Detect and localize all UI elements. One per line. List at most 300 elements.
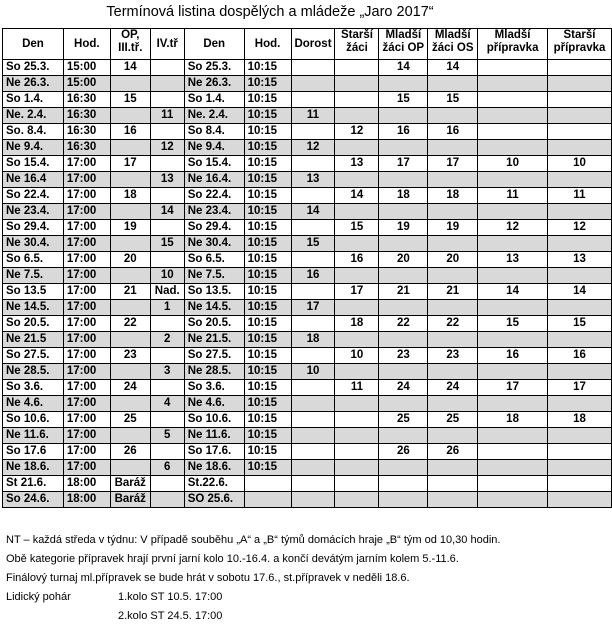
cell-op-iii: 15 bbox=[110, 92, 150, 108]
cell-den: Ne 7.5. bbox=[3, 268, 64, 284]
table-row bbox=[3, 396, 612, 412]
cell-mladsi-zaci-op bbox=[379, 492, 428, 508]
cell-mladsi-pripravka bbox=[478, 204, 548, 220]
table-row bbox=[3, 316, 612, 332]
cell-mladsi-zaci-os bbox=[428, 428, 478, 444]
table-row bbox=[3, 252, 612, 268]
page-title: Termínová listina dospělých a mládeže „Jaro 2017“ bbox=[106, 4, 434, 20]
cell-hod: 16:30 bbox=[63, 108, 110, 124]
cell-den: So 24.6. bbox=[3, 492, 64, 508]
cell-hod: 17:00 bbox=[63, 348, 110, 364]
cell-starsi-pripravka bbox=[548, 92, 612, 108]
cell-starsi-pripravka bbox=[548, 236, 612, 252]
cell-den-2: So 25.3. bbox=[184, 60, 244, 76]
cell-mladsi-zaci-op bbox=[379, 364, 428, 380]
cell-mladsi-pripravka bbox=[478, 76, 548, 92]
cell-mladsi-zaci-os: 15 bbox=[428, 92, 478, 108]
cell-mladsi-zaci-op bbox=[379, 76, 428, 92]
cell-mladsi-zaci-op: 14 bbox=[379, 60, 428, 76]
cell-hod: 17:00 bbox=[63, 220, 110, 236]
cell-iv bbox=[150, 252, 184, 268]
cell-mladsi-zaci-op: 21 bbox=[379, 284, 428, 300]
cell-starsi-pripravka bbox=[548, 140, 612, 156]
cell-op-iii bbox=[110, 172, 150, 188]
cell-starsi-zaci bbox=[335, 460, 379, 476]
cell-dorost: 15 bbox=[291, 236, 335, 252]
cell-hod: 16:30 bbox=[63, 92, 110, 108]
cell-starsi-pripravka: 11 bbox=[548, 188, 612, 204]
note-line: Finálový turnaj ml.přípravek se bude hrát v sobotu 17.6., st.přípravek v neděli 18.6. bbox=[6, 572, 410, 584]
cell-hod-2: 10:15 bbox=[244, 380, 291, 396]
cell-starsi-zaci bbox=[335, 108, 379, 124]
cell-op-iii bbox=[110, 460, 150, 476]
cell-hod: 17:00 bbox=[63, 300, 110, 316]
cell-dorost bbox=[291, 156, 335, 172]
cell-starsi-zaci: 14 bbox=[335, 188, 379, 204]
lidicky-round: 1.kolo ST 10.5. 17:00 bbox=[118, 591, 223, 603]
cell-dorost bbox=[291, 60, 335, 76]
cell-mladsi-zaci-op bbox=[379, 396, 428, 412]
cell-den: Ne 14.5. bbox=[3, 300, 64, 316]
table-row bbox=[3, 204, 612, 220]
table-row bbox=[3, 284, 612, 300]
table-row bbox=[3, 492, 612, 508]
cell-den: So. 8.4. bbox=[3, 124, 64, 140]
cell-mladsi-pripravka bbox=[478, 108, 548, 124]
cell-starsi-zaci bbox=[335, 140, 379, 156]
cell-mladsi-zaci-os bbox=[428, 204, 478, 220]
cell-op-iii: 22 bbox=[110, 316, 150, 332]
cell-mladsi-zaci-os: 17 bbox=[428, 156, 478, 172]
table-row bbox=[3, 236, 612, 252]
cell-starsi-zaci bbox=[335, 92, 379, 108]
cell-den-2: So 15.4. bbox=[184, 156, 244, 172]
cell-starsi-pripravka: 15 bbox=[548, 316, 612, 332]
cell-den-2: Ne 28.5. bbox=[184, 364, 244, 380]
cell-den-2: So 29.4. bbox=[184, 220, 244, 236]
cell-mladsi-zaci-op: 20 bbox=[379, 252, 428, 268]
cell-mladsi-pripravka: 12 bbox=[478, 220, 548, 236]
cell-starsi-zaci: 11 bbox=[335, 380, 379, 396]
cell-hod: 16:30 bbox=[63, 140, 110, 156]
cell-iv: 6 bbox=[150, 460, 184, 476]
cell-mladsi-zaci-os bbox=[428, 396, 478, 412]
cell-den-2: Ne. 2.4. bbox=[184, 108, 244, 124]
cell-hod: 17:00 bbox=[63, 284, 110, 300]
cell-mladsi-zaci-op bbox=[379, 236, 428, 252]
cell-hod-2: 10:15 bbox=[244, 300, 291, 316]
cell-den-2: Ne 7.5. bbox=[184, 268, 244, 284]
cell-mladsi-pripravka: 17 bbox=[478, 380, 548, 396]
cell-starsi-pripravka bbox=[548, 268, 612, 284]
cell-hod-2: 10:15 bbox=[244, 252, 291, 268]
cell-dorost bbox=[291, 428, 335, 444]
cell-mladsi-zaci-op bbox=[379, 204, 428, 220]
cell-starsi-zaci bbox=[335, 76, 379, 92]
cell-iv bbox=[150, 124, 184, 140]
cell-den: So 6.5. bbox=[3, 252, 64, 268]
col-header-op-iii: OP, III.tř. bbox=[110, 29, 150, 60]
table-row bbox=[3, 124, 612, 140]
cell-starsi-pripravka bbox=[548, 172, 612, 188]
cell-mladsi-pripravka bbox=[478, 124, 548, 140]
cell-starsi-zaci bbox=[335, 444, 379, 460]
cell-op-iii: 23 bbox=[110, 348, 150, 364]
cell-mladsi-zaci-os bbox=[428, 140, 478, 156]
cell-hod-2: 10:15 bbox=[244, 76, 291, 92]
cell-mladsi-zaci-os: 24 bbox=[428, 380, 478, 396]
cell-den: So 15.4. bbox=[3, 156, 64, 172]
cell-iv bbox=[150, 444, 184, 460]
cell-hod: 17:00 bbox=[63, 364, 110, 380]
cell-starsi-zaci bbox=[335, 396, 379, 412]
cell-iv: 15 bbox=[150, 236, 184, 252]
cell-mladsi-pripravka bbox=[478, 492, 548, 508]
cell-dorost bbox=[291, 92, 335, 108]
cell-mladsi-zaci-os: 14 bbox=[428, 60, 478, 76]
lidicky-label: Lidický pohár bbox=[6, 591, 71, 603]
cell-dorost: 14 bbox=[291, 204, 335, 220]
cell-iv: 5 bbox=[150, 428, 184, 444]
cell-den: Ne 16.4 bbox=[3, 172, 64, 188]
cell-hod: 17:00 bbox=[63, 380, 110, 396]
cell-op-iii: 24 bbox=[110, 380, 150, 396]
cell-hod-2 bbox=[244, 492, 291, 508]
cell-dorost bbox=[291, 380, 335, 396]
cell-mladsi-pripravka: 14 bbox=[478, 284, 548, 300]
cell-dorost bbox=[291, 252, 335, 268]
cell-mladsi-zaci-os: 19 bbox=[428, 220, 478, 236]
table-row bbox=[3, 60, 612, 76]
cell-mladsi-zaci-op bbox=[379, 172, 428, 188]
cell-hod: 17:00 bbox=[63, 460, 110, 476]
cell-mladsi-zaci-op bbox=[379, 428, 428, 444]
cell-den: Ne 23.4. bbox=[3, 204, 64, 220]
cell-den: So 20.5. bbox=[3, 316, 64, 332]
cell-starsi-pripravka: 14 bbox=[548, 284, 612, 300]
cell-starsi-zaci bbox=[335, 268, 379, 284]
cell-mladsi-zaci-op bbox=[379, 268, 428, 284]
cell-starsi-zaci bbox=[335, 172, 379, 188]
table-row bbox=[3, 76, 612, 92]
cell-den: So 25.3. bbox=[3, 60, 64, 76]
cell-dorost bbox=[291, 396, 335, 412]
cell-starsi-zaci bbox=[335, 428, 379, 444]
cell-mladsi-zaci-os bbox=[428, 332, 478, 348]
cell-iv: 2 bbox=[150, 332, 184, 348]
cell-mladsi-zaci-os: 18 bbox=[428, 188, 478, 204]
cell-starsi-pripravka: 18 bbox=[548, 412, 612, 428]
cell-den: Ne 28.5. bbox=[3, 364, 64, 380]
cell-mladsi-zaci-op: 23 bbox=[379, 348, 428, 364]
cell-mladsi-zaci-os bbox=[428, 476, 478, 492]
cell-den-2: So 10.6. bbox=[184, 412, 244, 428]
table-row bbox=[3, 156, 612, 172]
cell-mladsi-pripravka: 18 bbox=[478, 412, 548, 428]
cell-hod: 16:30 bbox=[63, 124, 110, 140]
cell-den-2: Ne 11.6. bbox=[184, 428, 244, 444]
table-row bbox=[3, 92, 612, 108]
cell-starsi-zaci bbox=[335, 476, 379, 492]
cell-mladsi-zaci-os: 26 bbox=[428, 444, 478, 460]
cell-starsi-pripravka: 17 bbox=[548, 380, 612, 396]
cell-iv bbox=[150, 412, 184, 428]
cell-op-iii bbox=[110, 396, 150, 412]
cell-iv bbox=[150, 92, 184, 108]
cell-mladsi-zaci-os bbox=[428, 492, 478, 508]
cell-dorost bbox=[291, 220, 335, 236]
cell-den: So 29.4. bbox=[3, 220, 64, 236]
cell-dorost bbox=[291, 460, 335, 476]
cell-den-2: So 6.5. bbox=[184, 252, 244, 268]
cell-mladsi-zaci-op: 24 bbox=[379, 380, 428, 396]
header-row bbox=[3, 29, 612, 60]
cell-op-iii bbox=[110, 300, 150, 316]
cell-mladsi-zaci-op bbox=[379, 108, 428, 124]
cell-iv bbox=[150, 156, 184, 172]
lidicky-pohar-2 bbox=[6, 607, 500, 626]
cell-dorost bbox=[291, 124, 335, 140]
cell-dorost bbox=[291, 284, 335, 300]
cell-hod-2: 10:15 bbox=[244, 268, 291, 284]
cell-op-iii bbox=[110, 268, 150, 284]
cell-iv: Nad. bbox=[150, 284, 184, 300]
cell-starsi-zaci bbox=[335, 412, 379, 428]
cell-mladsi-zaci-os bbox=[428, 108, 478, 124]
cell-mladsi-pripravka bbox=[478, 60, 548, 76]
cell-mladsi-pripravka bbox=[478, 444, 548, 460]
cell-mladsi-zaci-os: 21 bbox=[428, 284, 478, 300]
cell-hod: 17:00 bbox=[63, 268, 110, 284]
cell-hod-2: 10:15 bbox=[244, 188, 291, 204]
col-header-starsi-zaci: Starší žáci bbox=[335, 29, 379, 60]
cell-mladsi-zaci-op: 19 bbox=[379, 220, 428, 236]
cell-hod: 18:00 bbox=[63, 476, 110, 492]
cell-mladsi-zaci-os bbox=[428, 300, 478, 316]
cell-op-iii: 16 bbox=[110, 124, 150, 140]
cell-hod: 17:00 bbox=[63, 332, 110, 348]
cell-den-2: So 13.5. bbox=[184, 284, 244, 300]
cell-iv bbox=[150, 60, 184, 76]
cell-mladsi-zaci-os: 25 bbox=[428, 412, 478, 428]
cell-dorost bbox=[291, 348, 335, 364]
cell-den-2: Ne 16.4. bbox=[184, 172, 244, 188]
cell-hod-2: 10:15 bbox=[244, 236, 291, 252]
cell-hod: 15:00 bbox=[63, 76, 110, 92]
cell-starsi-pripravka bbox=[548, 444, 612, 460]
cell-hod-2: 10:15 bbox=[244, 156, 291, 172]
cell-starsi-zaci bbox=[335, 60, 379, 76]
cell-mladsi-zaci-op: 22 bbox=[379, 316, 428, 332]
cell-op-iii bbox=[110, 140, 150, 156]
col-header-den-2: Den bbox=[184, 29, 244, 60]
cell-op-iii: 18 bbox=[110, 188, 150, 204]
cell-op-iii: Baráž bbox=[110, 476, 150, 492]
cell-dorost bbox=[291, 316, 335, 332]
cell-starsi-zaci bbox=[335, 300, 379, 316]
table-row bbox=[3, 380, 612, 396]
cell-hod: 17:00 bbox=[63, 444, 110, 460]
cell-den-2: Ne 30.4. bbox=[184, 236, 244, 252]
table-row bbox=[3, 476, 612, 492]
cell-dorost: 16 bbox=[291, 268, 335, 284]
cell-hod-2: 10:15 bbox=[244, 348, 291, 364]
cell-starsi-pripravka bbox=[548, 76, 612, 92]
cell-iv bbox=[150, 76, 184, 92]
cell-op-iii bbox=[110, 428, 150, 444]
cell-mladsi-pripravka bbox=[478, 460, 548, 476]
cell-hod-2: 10:15 bbox=[244, 460, 291, 476]
cell-dorost: 11 bbox=[291, 108, 335, 124]
cell-den-2: So 22.4. bbox=[184, 188, 244, 204]
cell-hod-2: 10:15 bbox=[244, 108, 291, 124]
table-row bbox=[3, 460, 612, 476]
cell-op-iii: 26 bbox=[110, 444, 150, 460]
cell-op-iii bbox=[110, 204, 150, 220]
cell-dorost: 12 bbox=[291, 140, 335, 156]
cell-dorost bbox=[291, 492, 335, 508]
cell-den-2: Ne 26.3. bbox=[184, 76, 244, 92]
col-header-hod-2: Hod. bbox=[244, 29, 291, 60]
cell-den-2: Ne 9.4. bbox=[184, 140, 244, 156]
cell-starsi-pripravka: 12 bbox=[548, 220, 612, 236]
table-row bbox=[3, 348, 612, 364]
cell-starsi-zaci: 16 bbox=[335, 252, 379, 268]
cell-hod-2: 10:15 bbox=[244, 412, 291, 428]
cell-mladsi-pripravka: 13 bbox=[478, 252, 548, 268]
cell-hod: 18:00 bbox=[63, 492, 110, 508]
col-header-mladsi-pripravka: Mladší přípravka bbox=[478, 29, 548, 60]
cell-iv: 12 bbox=[150, 140, 184, 156]
cell-den: St 21.6. bbox=[3, 476, 64, 492]
table-row bbox=[3, 412, 612, 428]
cell-dorost bbox=[291, 188, 335, 204]
cell-mladsi-zaci-os bbox=[428, 460, 478, 476]
table-row bbox=[3, 140, 612, 156]
cell-starsi-zaci: 18 bbox=[335, 316, 379, 332]
col-header-mladsi-zaci-os: Mladší žáci OS bbox=[428, 29, 478, 60]
cell-mladsi-pripravka bbox=[478, 332, 548, 348]
cell-mladsi-pripravka: 16 bbox=[478, 348, 548, 364]
cell-iv bbox=[150, 348, 184, 364]
cell-starsi-pripravka bbox=[548, 332, 612, 348]
cell-iv bbox=[150, 380, 184, 396]
col-header-den: Den bbox=[3, 29, 64, 60]
cell-starsi-pripravka bbox=[548, 460, 612, 476]
cell-starsi-zaci: 17 bbox=[335, 284, 379, 300]
cell-hod-2 bbox=[244, 476, 291, 492]
cell-den: Ne 21.5 bbox=[3, 332, 64, 348]
table-row bbox=[3, 108, 612, 124]
cell-mladsi-zaci-os bbox=[428, 76, 478, 92]
cell-starsi-pripravka bbox=[548, 204, 612, 220]
cell-hod: 17:00 bbox=[63, 316, 110, 332]
cell-den: Ne 4.6. bbox=[3, 396, 64, 412]
cell-den: So 1.4. bbox=[3, 92, 64, 108]
cell-dorost: 17 bbox=[291, 300, 335, 316]
cell-op-iii: 20 bbox=[110, 252, 150, 268]
cell-den: So 3.6. bbox=[3, 380, 64, 396]
cell-iv: 1 bbox=[150, 300, 184, 316]
cell-hod-2: 10:15 bbox=[244, 220, 291, 236]
table-row bbox=[3, 268, 612, 284]
cell-starsi-pripravka bbox=[548, 428, 612, 444]
cell-mladsi-zaci-op: 18 bbox=[379, 188, 428, 204]
cell-hod-2: 10:15 bbox=[244, 428, 291, 444]
col-header-starsi-pripravka: Starší přípravka bbox=[548, 29, 612, 60]
cell-mladsi-zaci-op: 26 bbox=[379, 444, 428, 460]
cell-iv bbox=[150, 188, 184, 204]
cell-starsi-pripravka bbox=[548, 476, 612, 492]
cell-op-iii bbox=[110, 76, 150, 92]
cell-den-2: So 3.6. bbox=[184, 380, 244, 396]
cell-op-iii: 14 bbox=[110, 60, 150, 76]
table-row bbox=[3, 300, 612, 316]
cell-hod-2: 10:15 bbox=[244, 316, 291, 332]
cell-starsi-pripravka: 13 bbox=[548, 252, 612, 268]
cell-iv bbox=[150, 220, 184, 236]
cell-op-iii: 17 bbox=[110, 156, 150, 172]
cell-hod-2: 10:15 bbox=[244, 172, 291, 188]
note-line: NT – každá středa v týdnu: V případě souběhu „A“ a „B“ týmů domácích hraje „B“ tým od 10,30 hodin. bbox=[6, 534, 501, 546]
cell-mladsi-pripravka: 15 bbox=[478, 316, 548, 332]
cell-mladsi-pripravka bbox=[478, 476, 548, 492]
cell-starsi-zaci: 13 bbox=[335, 156, 379, 172]
cell-dorost bbox=[291, 444, 335, 460]
cell-dorost bbox=[291, 476, 335, 492]
cell-starsi-zaci: 12 bbox=[335, 124, 379, 140]
cell-den: Ne 9.4. bbox=[3, 140, 64, 156]
cell-op-iii bbox=[110, 332, 150, 348]
cell-mladsi-pripravka bbox=[478, 92, 548, 108]
cell-starsi-zaci: 10 bbox=[335, 348, 379, 364]
cell-mladsi-pripravka: 10 bbox=[478, 156, 548, 172]
cell-iv: 4 bbox=[150, 396, 184, 412]
cell-den: So 17.6 bbox=[3, 444, 64, 460]
cell-den: Ne 18.6. bbox=[3, 460, 64, 476]
cell-hod: 17:00 bbox=[63, 156, 110, 172]
cell-starsi-zaci bbox=[335, 492, 379, 508]
cell-iv: 14 bbox=[150, 204, 184, 220]
cell-mladsi-zaci-os bbox=[428, 268, 478, 284]
cell-mladsi-zaci-os: 23 bbox=[428, 348, 478, 364]
cell-starsi-pripravka bbox=[548, 396, 612, 412]
cell-den-2: So 20.5. bbox=[184, 316, 244, 332]
cell-iv: 11 bbox=[150, 108, 184, 124]
table-row bbox=[3, 444, 612, 460]
cell-mladsi-pripravka bbox=[478, 140, 548, 156]
cell-hod-2: 10:15 bbox=[244, 364, 291, 380]
cell-dorost: 18 bbox=[291, 332, 335, 348]
cell-den-2: St.22.6. bbox=[184, 476, 244, 492]
cell-hod-2: 10:15 bbox=[244, 396, 291, 412]
note-line: Obě kategorie přípravek hrají první jarní kolo 10.-16.4. a končí devátým jarním kolem 5.-11.6. bbox=[6, 553, 459, 565]
cell-hod-2: 10:15 bbox=[244, 124, 291, 140]
cell-hod: 17:00 bbox=[63, 428, 110, 444]
cell-mladsi-pripravka: 11 bbox=[478, 188, 548, 204]
cell-starsi-pripravka bbox=[548, 300, 612, 316]
cell-den: Ne 30.4. bbox=[3, 236, 64, 252]
cell-dorost bbox=[291, 76, 335, 92]
cell-iv: 10 bbox=[150, 268, 184, 284]
cell-op-iii bbox=[110, 236, 150, 252]
cell-den-2: SO 25.6. bbox=[184, 492, 244, 508]
cell-mladsi-pripravka bbox=[478, 396, 548, 412]
cell-iv: 13 bbox=[150, 172, 184, 188]
cell-mladsi-zaci-os: 20 bbox=[428, 252, 478, 268]
cell-mladsi-pripravka bbox=[478, 268, 548, 284]
cell-den-2: So 17.6. bbox=[184, 444, 244, 460]
